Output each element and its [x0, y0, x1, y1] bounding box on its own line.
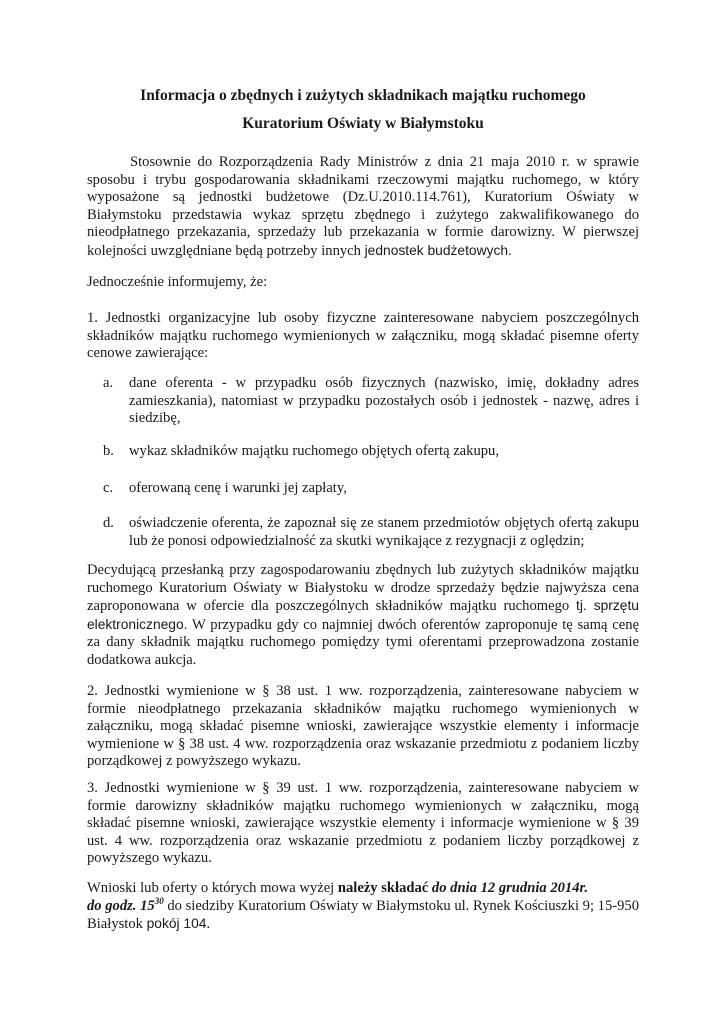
- list-item-marker: d.: [103, 515, 114, 531]
- decision-text-a: Decydującą przesłanką przy zagospodarowaniu zbędnych lub zużytych składników majątku ruchomego Kuratorium Oświaty w Białystoku w drodze sprzedaży będzie najwyższa cena zaproponowana w ofercie dla poszczególnych składników majątku ruchomego: [87, 562, 639, 614]
- deadline-minutes: 30: [154, 895, 164, 906]
- point-1-paragraph: 1. Jednostki organizacyjne lub osoby fizyczne zainteresowane nabyciem poszczególnych składników majątku ruchomego wymienionych w załączniku, mogą składać pisemne oferty cenowe zawierające:: [87, 310, 639, 361]
- list-item: [103, 515, 639, 550]
- deadline-address: do siedziby Kuratorium Oświaty w Białymstoku ul. Rynek Kościuszki 9; 15-950 Białystok: [87, 897, 639, 932]
- document-subtitle: Kuratorium Oświaty w Białymstoku: [242, 115, 484, 132]
- intro-paragraph: [87, 154, 639, 260]
- list-item-marker: a.: [103, 375, 114, 391]
- list-item-marker: b.: [103, 443, 114, 459]
- deadline-bold-phrase: należy składać: [337, 880, 429, 896]
- document-title: Informacja o zbędnych i zużytych składnikach majątku ruchomego: [140, 87, 586, 104]
- decision-sans-mid: tj. sprzętu elektronicznego.: [87, 598, 639, 632]
- list-item: [103, 375, 639, 428]
- list-item-text: wykaz składników majątku ruchomego objętych ofertą zakupu,: [129, 443, 499, 459]
- list-item: [103, 480, 639, 498]
- list-item-text: dane oferenta - w przypadku osób fizycznych (nazwisko, imię, dokładny adres zamieszkania), natomiast w przypadku pozostałych osób i jednostek - nazwę, adres i siedzibę,: [129, 375, 639, 426]
- list-item: [103, 443, 639, 461]
- deadline-lead: Wnioski lub oferty o których mowa wyżej: [87, 880, 338, 896]
- list-item-text: oferowaną cenę i warunki jej zapłaty,: [129, 480, 347, 496]
- point-3-paragraph: 3. Jednostki wymienione w § 39 ust. 1 ww. rozporządzenia, zainteresowane nabyciem w formie darowizny składników majątku ruchomego wymienionych w załączniku, mogą składać pisemne wnioski, zawierające wszystkie elementy i informacje wymienione w § 39 ust. 4 ww. rozporządzenia oraz wskazanie przedmiotu z podaniem liczby porządkowej z powyższego wykazu.: [87, 780, 639, 866]
- intro-sans-end: jednostek budżetowych.: [364, 242, 512, 258]
- deadline-date: do dnia 12 grudnia 2014r.: [428, 880, 589, 896]
- decision-paragraph: [87, 562, 639, 669]
- list-item-text: oświadczenie oferenta, że zapoznał się ze stanem przedmiotów objętych ofertą zakupu lub że ponosi odpowiedzialność za skutki wynikające z rezygnacji z oględzin;: [129, 515, 639, 549]
- decision-text-b: W przypadku gdy co najmniej dwóch oferentów zaproponuje tę samą cenę za dany składnik majątku ruchomego pomiędzy tymi oferentami przeprowadzona zostanie dodatkowa aukcja.: [87, 616, 639, 668]
- deadline-room: pokój 104: [146, 916, 207, 931]
- deadline-paragraph: [87, 880, 639, 934]
- list-item-marker: c.: [103, 480, 114, 496]
- deadline-time: do godz. 15: [87, 897, 155, 914]
- point-2-paragraph: 2. Jednostki wymienione w § 38 ust. 1 ww. rozporządzenia, zainteresowane nabyciem w formie nieodpłatnego przekazania składników majątku ruchomego wymienionych w załączniku, mogą składać pisemne wnioski, zawierające wszystkie elementy i informacje wymienione w § 38 ust. 4 ww. rozporządzenia oraz wskazanie przedmiotu z podaniem liczby porządkowej z powyższego wykazu.: [87, 683, 639, 769]
- intro-text: Stosownie do Rozporządzenia Rady Ministrów z dnia 21 maja 2010 r. w sprawie sposobu i trybu gospodarowania składnikami rzeczowymi majątku ruchomego, w który wyposażone są jednostki budżetowe (Dz.U.2010.114.761), Kuratorium Oświaty w Białymstoku przedstawia wykaz sprzętu zbędnego i zużytego zakwalifikowanego do nieodpłatnego przekazania, sprzedaży lub przekazania w formie darowizny. W pierwszej kolejności uwzględniane będą potrzeby innych: [87, 154, 639, 259]
- deadline-end: .: [206, 916, 211, 932]
- also-inform-paragraph: Jednocześnie informujemy, że:: [87, 274, 268, 290]
